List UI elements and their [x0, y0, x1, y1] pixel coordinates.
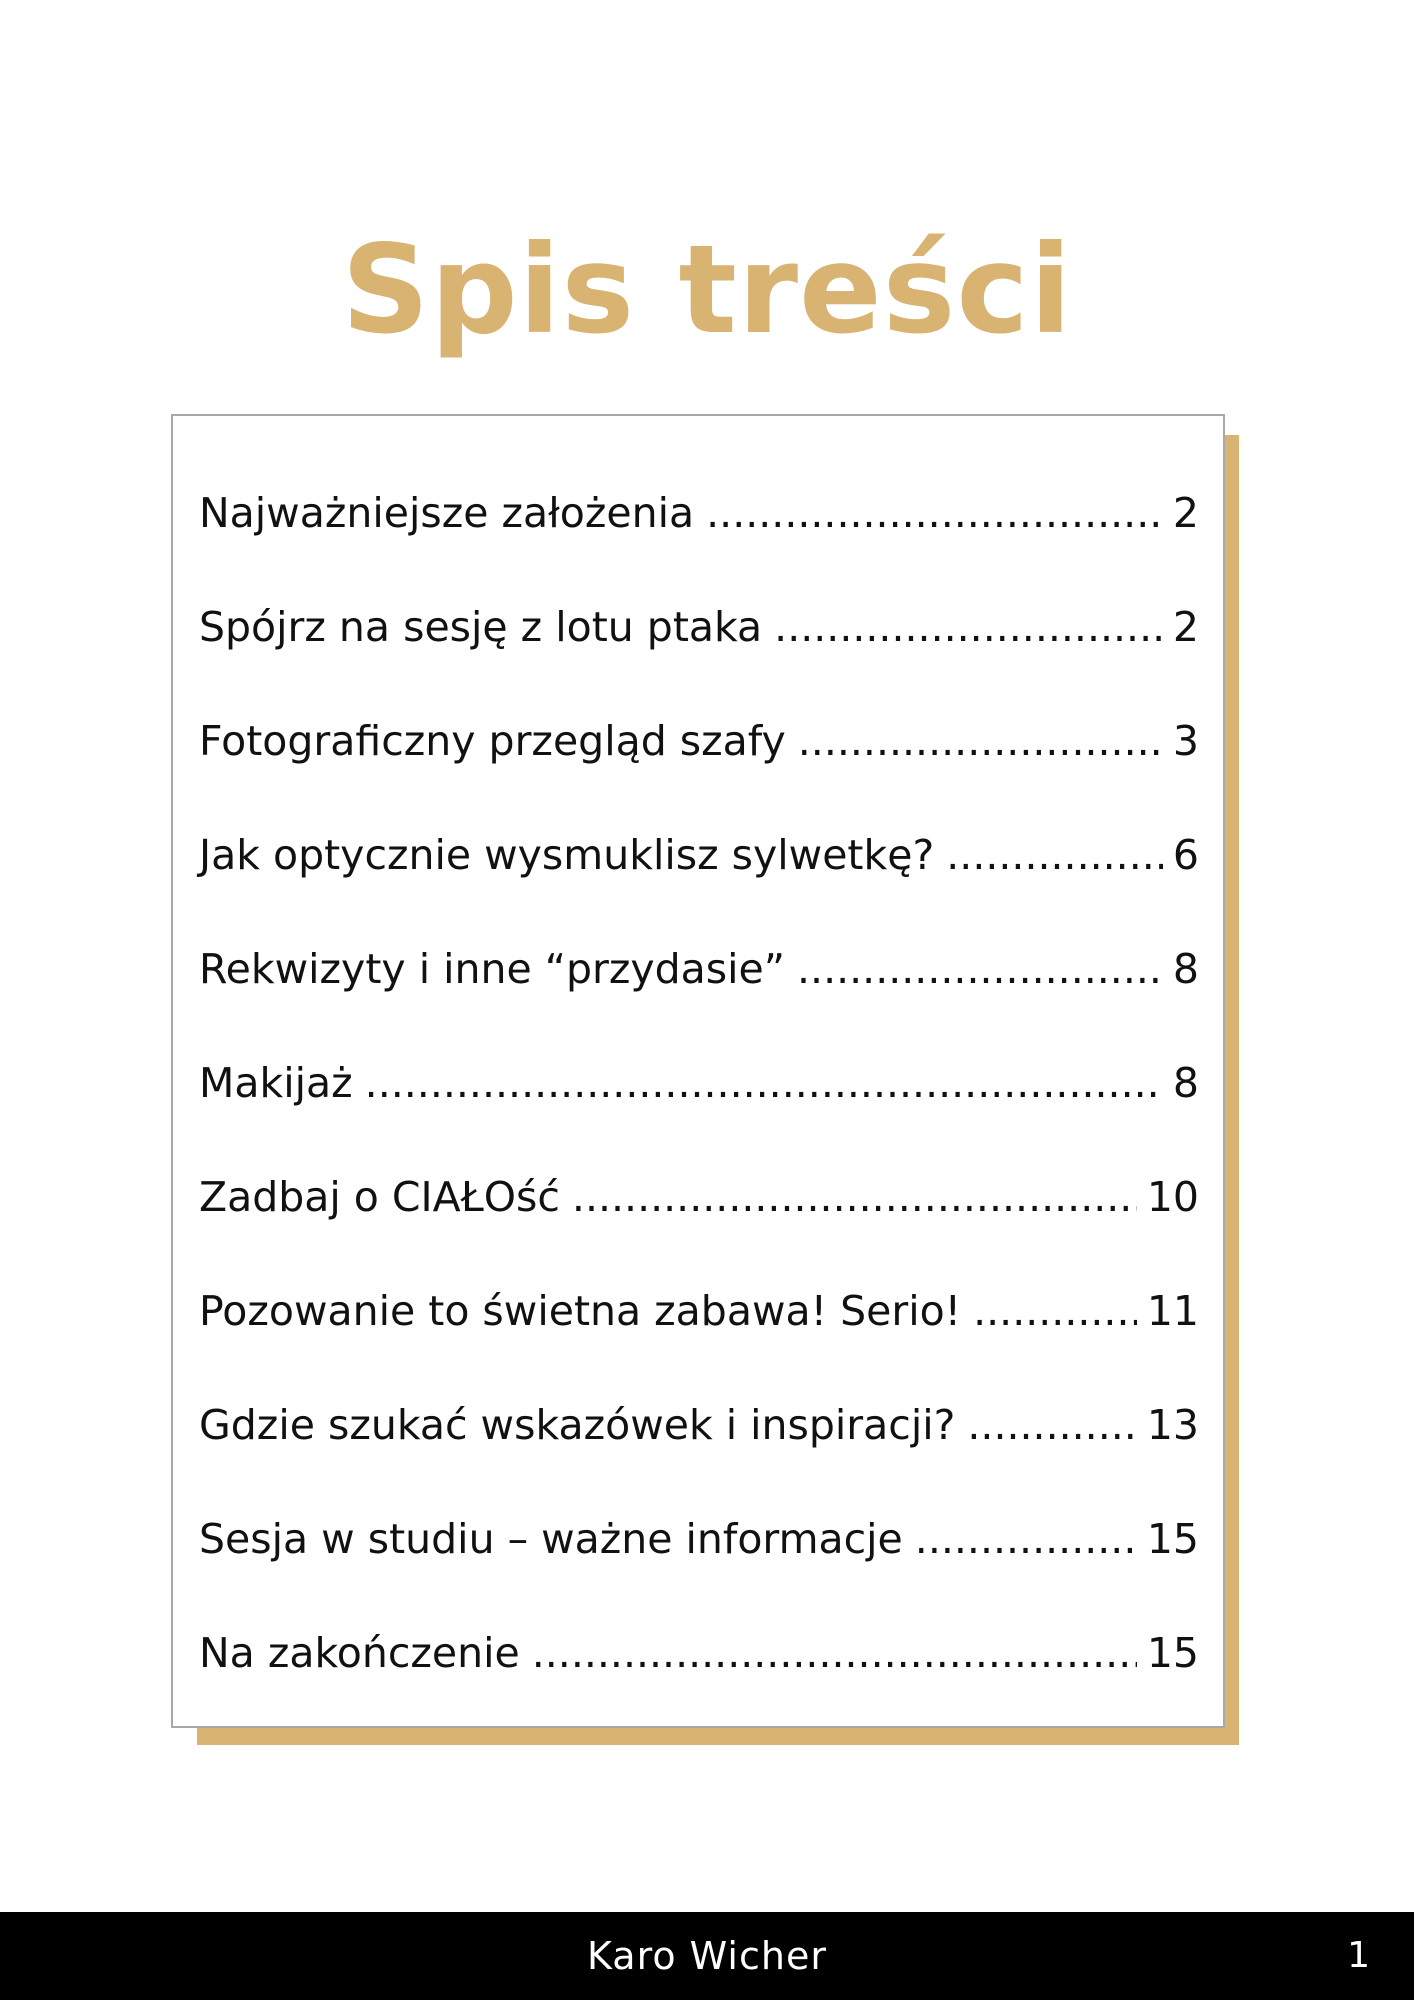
table-of-contents: [171, 414, 1225, 1728]
toc-dot-leader: [532, 1596, 1137, 1710]
toc-entry-page: 13: [1146, 1401, 1199, 1449]
toc-entry-page: 11: [1146, 1287, 1199, 1335]
toc-dot-leader: [774, 570, 1163, 684]
toc-dot-leader: [797, 912, 1163, 1026]
toc-entry[interactable]: [199, 570, 1199, 684]
toc-entry-label: Pozowanie to świetna zabawa! Serio!: [199, 1287, 962, 1335]
toc-entry-label: Najważniejsze założenia: [199, 489, 695, 537]
toc-entry-label: Na zakończenie: [199, 1629, 520, 1677]
toc-dot-leader: [572, 1140, 1137, 1254]
footer-page-number: 1: [1347, 1935, 1370, 1976]
toc-entry-label: Spójrz na sesję z lotu ptaka: [199, 603, 763, 651]
toc-entry[interactable]: [199, 1254, 1199, 1368]
toc-entry-page: 6: [1172, 831, 1199, 879]
toc-dot-leader: [365, 1026, 1163, 1140]
toc-entry-label: Makijaż: [199, 1059, 353, 1107]
toc-entry-page: 2: [1172, 489, 1199, 537]
footer-author: Karo Wicher: [587, 1934, 827, 1978]
toc-entry-label: Zadbaj o CIAŁOść: [199, 1173, 560, 1221]
footer-bar: [0, 1912, 1414, 2000]
page-title: Spis treści: [341, 218, 1073, 361]
toc-entry-page: 2: [1172, 603, 1199, 651]
toc-dot-leader: [973, 1254, 1137, 1368]
toc-entry-label: Fotograficzny przegląd szafy: [199, 717, 786, 765]
toc-entry[interactable]: [199, 1596, 1199, 1710]
toc-entry[interactable]: [199, 1482, 1199, 1596]
toc-entry[interactable]: [199, 456, 1199, 570]
toc-entry[interactable]: [199, 1140, 1199, 1254]
toc-entry[interactable]: [199, 684, 1199, 798]
toc-entry-page: 8: [1172, 945, 1199, 993]
toc-dot-leader: [798, 684, 1163, 798]
toc-dot-leader: [946, 798, 1163, 912]
toc-dot-leader: [967, 1368, 1136, 1482]
toc-dot-leader: [915, 1482, 1137, 1596]
toc-entry[interactable]: [199, 1368, 1199, 1482]
toc-entry-page: 15: [1146, 1629, 1199, 1677]
toc-entry[interactable]: [199, 1026, 1199, 1140]
toc-list: [199, 456, 1199, 1710]
toc-entry-label: Sesja w studiu – ważne informacje: [199, 1515, 903, 1563]
toc-entry[interactable]: [199, 912, 1199, 1026]
toc-entry-label: Gdzie szukać wskazówek i inspiracji?: [199, 1401, 956, 1449]
toc-entry-page: 8: [1172, 1059, 1199, 1107]
toc-entry-page: 15: [1146, 1515, 1199, 1563]
toc-entry[interactable]: [199, 798, 1199, 912]
toc-entry-page: 10: [1146, 1173, 1199, 1221]
toc-entry-page: 3: [1172, 717, 1199, 765]
toc-entry-label: Rekwizyty i inne “przydasie”: [199, 945, 786, 993]
toc-entry-label: Jak optycznie wysmuklisz sylwetkę?: [199, 831, 935, 879]
toc-dot-leader: [706, 456, 1163, 570]
